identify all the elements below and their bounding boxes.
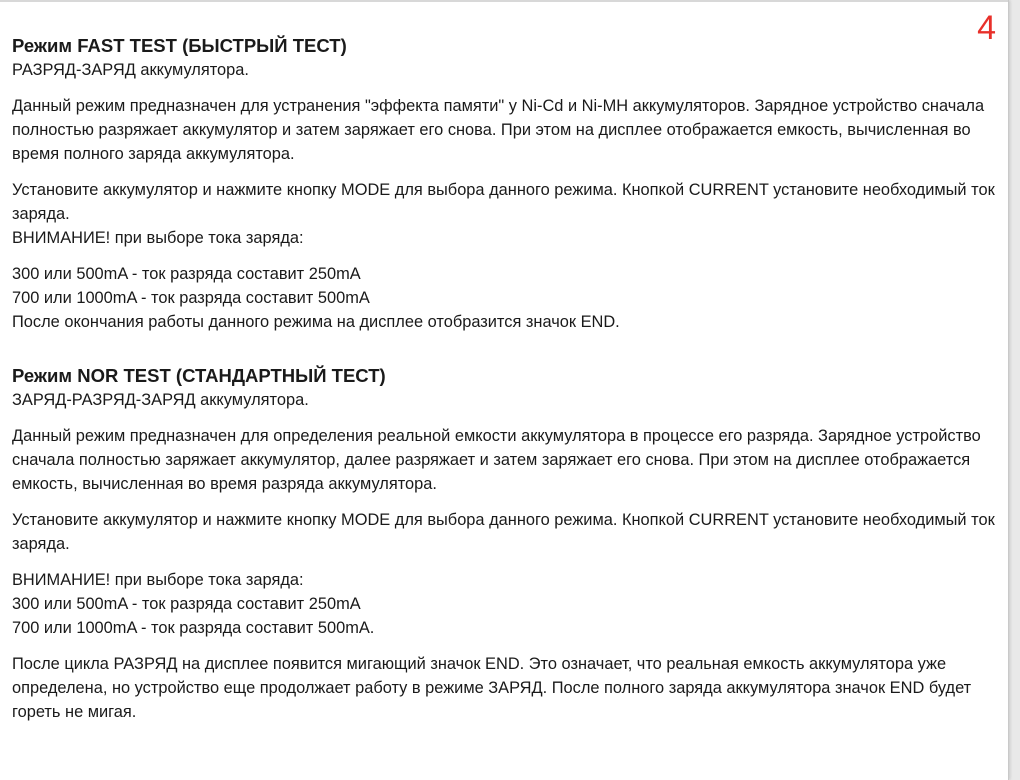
section-subtitle: ЗАРЯД-РАЗРЯД-ЗАРЯД аккумулятора. (12, 391, 309, 409)
current-option-2: 700 или 1000mA - ток разряда составит 500mA. (12, 619, 375, 637)
section-title: Режим FAST TEST (БЫСТРЫЙ ТЕСТ) (12, 35, 347, 56)
section-end-note: После окончания работы данного режима на дисплее отобразится значок END. (12, 313, 620, 331)
section-description: Данный режим предназначен для устранения "эффекта памяти" у Ni-Cd и Ni-MH аккумуляторов. Зарядное устройство сначала полностью разряжает аккумулятор и затем заряжает его снова. При этом на дисплее отображается емкость, вычисленная во время полного заряда аккумулятора. (12, 97, 985, 163)
page-number: 4 (977, 9, 996, 47)
current-option-1: 300 или 500mA - ток разряда составит 250mA (12, 595, 361, 613)
current-option-2: 700 или 1000mA - ток разряда составит 500mA (12, 289, 370, 307)
page-top-edge (0, 0, 1008, 2)
section-description: Данный режим предназначен для определения реальной емкости аккумулятора в процессе его разряда. Зарядное устройство сначала полностью заряжает аккумулятор, далее разряжает и затем заряжает его снова. При этом на дисплее отображается емкость, вычисленная во время разряда аккумулятора. (12, 427, 981, 493)
current-option-1: 300 или 500mA - ток разряда составит 250mA (12, 265, 361, 283)
section-warning: ВНИМАНИЕ! при выборе тока заряда: (12, 571, 304, 589)
section-fast-test (12, 34, 997, 334)
section-instruction: Установите аккумулятор и нажмите кнопку MODE для выбора данного режима. Кнопкой CURRENT установите необходимый ток заряда. (12, 511, 995, 553)
section-nor-test (12, 364, 997, 724)
page-content (12, 34, 997, 724)
section-instruction: Установите аккумулятор и нажмите кнопку MODE для выбора данного режима. Кнопкой CURRENT установите необходимый ток заряда. (12, 181, 995, 223)
section-warning: ВНИМАНИЕ! при выборе тока заряда: (12, 229, 304, 247)
section-subtitle: РАЗРЯД-ЗАРЯД аккумулятора. (12, 61, 249, 79)
section-end-note: После цикла РАЗРЯД на дисплее появится мигающий значок END. Это означает, что реальная емкость аккумулятора уже определена, но устройство еще продолжает работу в режиме ЗАРЯД. После полного заряда аккумулятора значок END будет гореть не мигая. (12, 655, 972, 721)
section-title: Режим NOR TEST (СТАНДАРТНЫЙ ТЕСТ) (12, 365, 386, 386)
